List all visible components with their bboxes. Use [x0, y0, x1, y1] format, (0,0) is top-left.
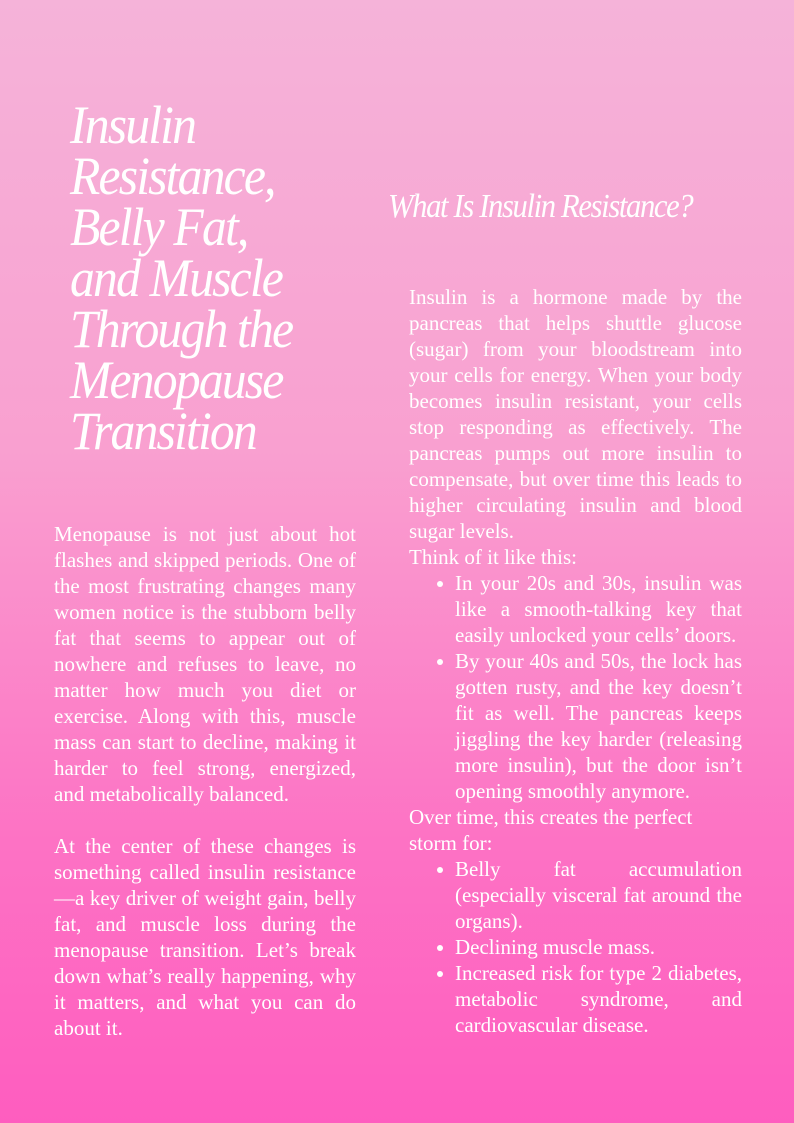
- title-line: Menopause: [70, 350, 283, 410]
- list-item: By your 40s and 50s, the lock has gotten rusty, and the key doesn’t fit as well. The pancreas keeps jiggling the key harder (releasing more insulin), but the door isn’t opening smoothly anymore.: [455, 649, 742, 803]
- list-item: In your 20s and 30s, insulin was like a smooth-talking key that easily unlocked your cells’ doors.: [455, 571, 742, 647]
- intro-column: [54, 521, 356, 1041]
- title-line: and Muscle: [70, 248, 283, 308]
- consequence-lead: Over time, this creates the perfect storm for:: [409, 805, 693, 855]
- title-line: Insulin: [70, 95, 196, 155]
- title-line: Transition: [70, 401, 256, 461]
- list-item: Belly fat accumulation (especially visceral fat around the organs).: [455, 857, 742, 933]
- list-item: Increased risk for type 2 diabetes, metabolic syndrome, and cardiovascular disease.: [455, 961, 742, 1037]
- list-item: Declining muscle mass.: [455, 934, 742, 960]
- section-body: [409, 284, 742, 1038]
- analogy-lead: Think of it like this:: [409, 545, 577, 569]
- title-line: Through the: [70, 299, 293, 359]
- section-heading: What Is Insulin Resistance?: [388, 188, 693, 225]
- analogy-list: [409, 570, 742, 804]
- title-line: Resistance,: [70, 146, 275, 206]
- definition-paragraph: Insulin is a hormone made by the pancreas that helps shuttle glucose (sugar) from your bloodstream into your cells for energy. When your body becomes insulin resistant, your cells stop responding as effectively. The pancreas pumps out more insulin to compensate, but over time this leads to higher circulating insulin and blood sugar levels.: [409, 285, 742, 543]
- consequence-list: [409, 856, 742, 1038]
- intro-paragraph: Menopause is not just about hot flashes and skipped periods. One of the most frustrating changes many women notice is the stubborn belly fat that seems to appear out of nowhere and refuses to leave, no matter how much you diet or exercise. Along with this, muscle mass can start to decline, making it harder to feel strong, energized, and metabolically balanced.: [54, 522, 356, 806]
- intro-paragraph: At the center of these changes is something called insulin resistance—a key driver of weight gain, belly fat, and muscle loss during the menopause transition. Let’s break down what’s really happening, why it matters, and what you can do about it.: [54, 834, 356, 1040]
- title-line: Belly Fat,: [70, 197, 248, 257]
- page-title: [70, 95, 346, 461]
